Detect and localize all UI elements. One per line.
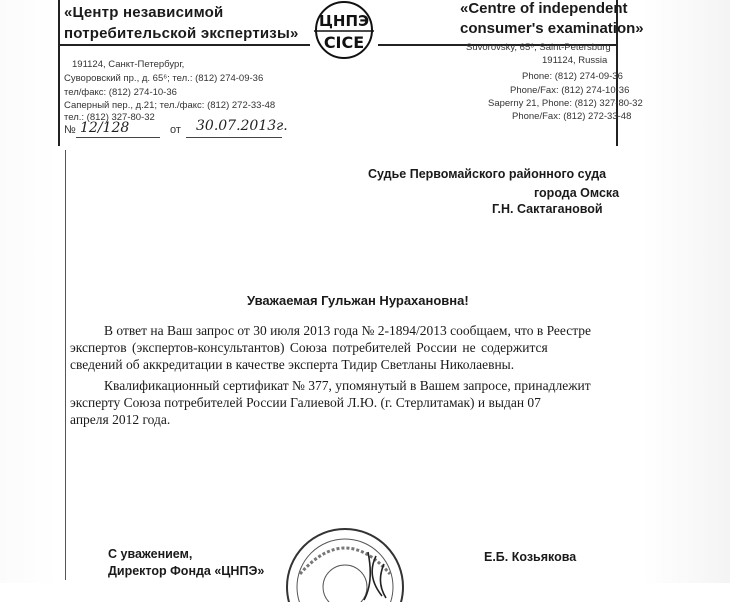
address-en-line6: Phone/Fax: (812) 272-33-48 [512, 111, 632, 122]
org-title-ru-line1: «Центр независимой [64, 4, 224, 21]
address-ru-line5: тел.: (812) 327-80-32 [64, 112, 155, 123]
address-ru-line1: 191124, Санкт-Петербург, [72, 59, 185, 70]
address-ru-line2: Суворовский пр., д. 65⁶; тел.: (812) 274-09-36 [64, 73, 264, 84]
logo-text-bottom: CICE [323, 33, 365, 52]
org-title-en-line2: consumer's examination» [460, 20, 644, 37]
address-ru-line3: тел/факс: (812) 274-10-36 [64, 87, 177, 98]
address-en-line2: 191124, Russia [542, 55, 608, 66]
date-label: от [170, 124, 181, 136]
address-en-line5: Saperny 21, Phone: (812) 327-80-32 [488, 98, 643, 109]
body-line1: В ответ на Ваш запрос от 30 июля 2013 года № 2-1894/2013 сообщаем, что в Реестре [104, 323, 592, 338]
signature-name: Е.Б. Козьякова [484, 550, 577, 564]
letterhead-left-border [58, 0, 60, 146]
outgoing-number-label: № [64, 124, 76, 136]
body-line4: Квалификационный сертификат № 377, упомянутый в Вашем запросе, принадлежит [104, 378, 591, 393]
org-title-en-line1: «Centre of independent [460, 0, 628, 17]
date-underline [186, 137, 282, 138]
recipient-line3: Г.Н. Сактагановой [492, 202, 603, 216]
body-line2: экспертов (экспертов-консультантов) Союза потребителей России не содержится [70, 340, 548, 355]
logo-text-top: ЦНПЭ [318, 12, 370, 30]
recipient-line1: Судье Первомайского районного суда [368, 167, 607, 181]
recipient-line2: города Омска [534, 186, 620, 200]
greeting: Уважаемая Гульжан Нурахановна! [247, 293, 469, 308]
address-en-line1: Suvorovsky, 65⁶, Saint-Petersburg [466, 42, 611, 53]
page-left-border [65, 150, 66, 580]
round-seal-stamp [280, 512, 410, 602]
signature-title: Директор Фонда «ЦНПЭ» [108, 564, 265, 578]
address-en-line4: Phone/Fax: (812) 274-10-36 [510, 85, 630, 96]
address-ru-line4: Саперный пер., д.21; тел./факс: (812) 272-33-48 [64, 100, 276, 111]
body-line3: сведений об аккредитации в качестве эксперта Тидир Светланы Николаевны. [70, 357, 515, 372]
body-line6: апреля 2012 года. [70, 412, 171, 427]
address-en-line3: Phone: (812) 274-09-36 [522, 71, 623, 82]
date-value: 30.07.2013г. [196, 118, 288, 134]
cice-logo [308, 0, 380, 60]
outgoing-number-value: 12/128 [80, 120, 130, 136]
body-line5: эксперту Союза потребителей России Галиевой Л.Ю. (г. Стерлитамак) и выдан 07 [70, 395, 541, 410]
signature-closing: С уважением, [108, 547, 193, 561]
org-title-ru-line2: потребительской экспертизы» [64, 25, 299, 42]
letterhead-divider-left [58, 44, 310, 46]
number-underline [76, 137, 160, 138]
